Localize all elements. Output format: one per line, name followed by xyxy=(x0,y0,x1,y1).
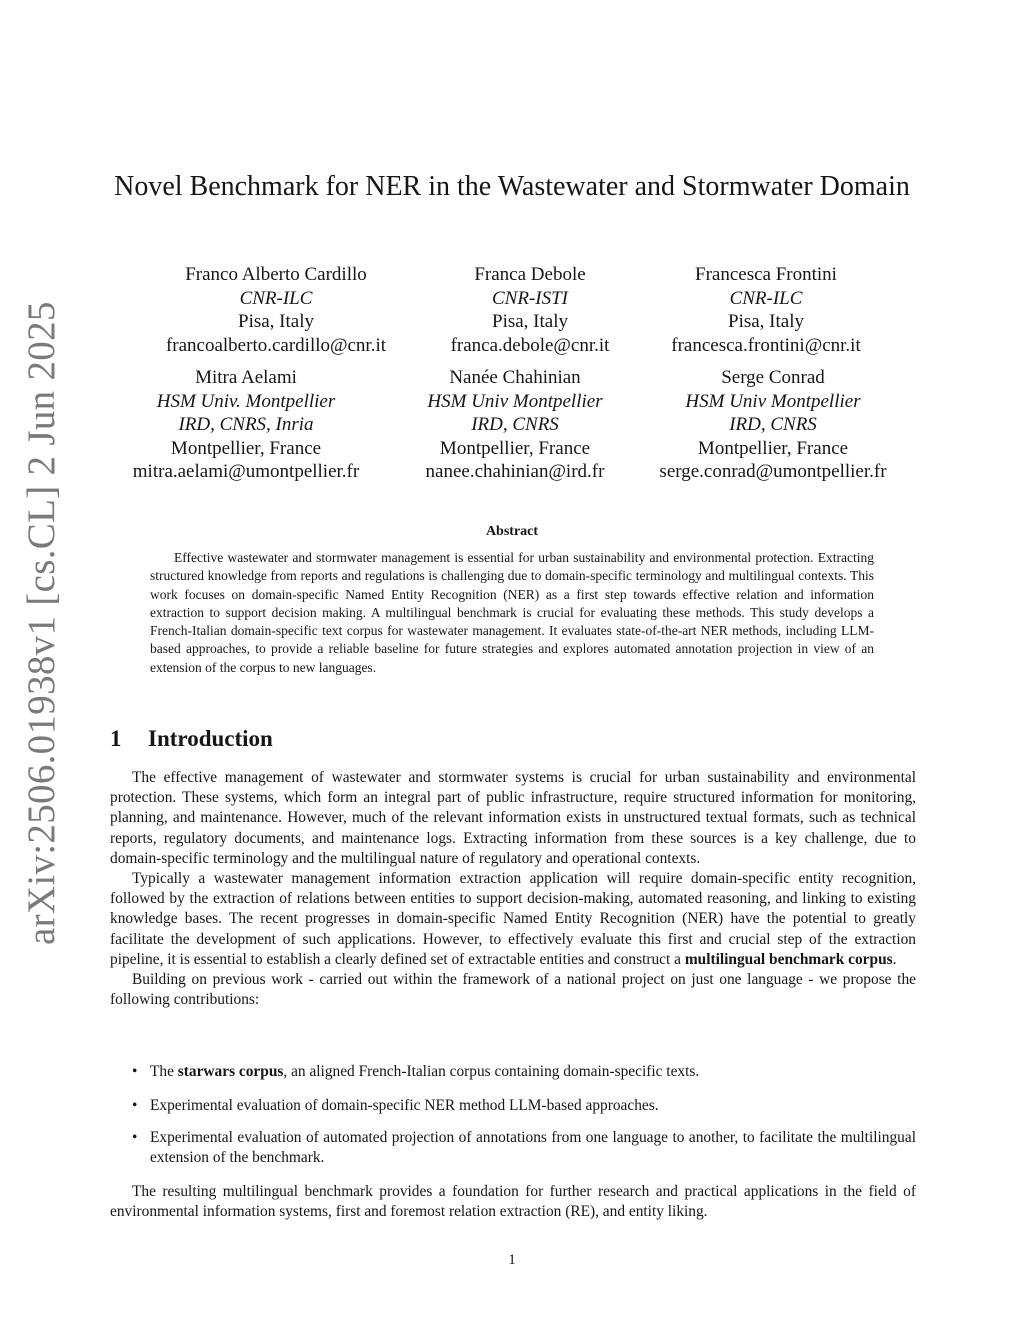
author-affiliation: HSM Univ. Montpellier xyxy=(156,390,336,412)
author-email[interactable]: francoalberto.cardillo@cnr.it xyxy=(165,334,387,356)
paragraph-text: Typically a wastewater management information extraction application will require domain-specific entity recognition, followed by the extraction of relations between entities to support decision-making, automated reasoning, and linking to existing knowledge bases. The recent progresses in domain-specific Named Entity Recognition (NER) have the potential to greatly facilitate the development of such applications. However, to effectively evaluate this first and crucial step of the extraction pipeline, it is essential to establish a clearly defined set of extractable entities and construct a xyxy=(110,870,916,968)
emphasis: starwars corpus xyxy=(177,1063,284,1080)
list-item-text: Experimental evaluation of automated projection of annotations from one language to another, to facilitate the multilingual extension of the benchmark. xyxy=(150,1129,916,1167)
author-location: Montpellier, France xyxy=(170,437,322,459)
author-name: Serge Conrad xyxy=(721,367,825,388)
author-name: Francesca Frontini xyxy=(695,264,837,285)
author-email[interactable]: nanee.chahinian@ird.fr xyxy=(425,461,605,482)
author-block xyxy=(652,263,880,357)
list-item xyxy=(110,1096,916,1116)
author-location: Montpellier, France xyxy=(439,437,591,459)
author-affiliation: IRD, CNRS xyxy=(471,414,559,435)
author-affiliation: HSM Univ Montpellier xyxy=(427,390,603,412)
contributions-list xyxy=(110,1062,916,1082)
bullet-icon: • xyxy=(132,1097,138,1114)
author-location: Pisa, Italy xyxy=(238,311,314,332)
author-name: Mitra Aelami xyxy=(195,367,297,388)
author-affiliation: CNR-ILC xyxy=(729,287,803,309)
contributions-list xyxy=(110,1096,916,1116)
page-number: 1 xyxy=(508,1252,516,1268)
author-affiliation: HSM Univ Montpellier xyxy=(685,390,861,412)
author-email[interactable]: franca.debole@cnr.it xyxy=(450,334,610,356)
author-location: Pisa, Italy xyxy=(492,311,568,332)
abstract-text: Effective wastewater and stormwater management is essential for urban sustainability and environmental protection. Extracting structured knowledge from reports and regulations is challenging due to domain-specific terminology and multilingual contexts. This work focuses on domain-specific Named Entity Recognition (NER) as a first step towards effective relation and information extraction to support decision making. A multilingual benchmark is crucial for evaluating these methods. This study develops a French-Italian domain-specific text corpus for wastewater management. It evaluates state-of-the-art NER methods, including LLM-based approaches, to provide a reliable baseline for future strategies and explores automated annotation projection in view of an extension of the corpus to new languages. xyxy=(150,550,874,675)
emphasis: multilingual benchmark corpus xyxy=(684,950,893,968)
author-block xyxy=(112,366,380,484)
author-affiliation: IRD, CNRS xyxy=(729,414,817,435)
author-affiliation: IRD, CNRS, Inria xyxy=(178,414,314,435)
section-heading xyxy=(110,726,273,752)
list-item xyxy=(110,1062,916,1082)
author-email[interactable]: serge.conrad@umontpellier.fr xyxy=(659,461,887,482)
arxiv-identifier[interactable]: arXiv:2506.01938v1 [cs.CL] 2 Jun 2025 xyxy=(20,301,63,945)
author-name: Nanée Chahinian xyxy=(449,367,581,388)
contributions-list xyxy=(110,1128,916,1168)
author-email[interactable]: francesca.frontini@cnr.it xyxy=(671,334,861,356)
section-number: 1 xyxy=(110,726,122,751)
section-body xyxy=(110,1182,916,1222)
section-title: Introduction xyxy=(148,726,273,751)
list-item-text: , an aligned French-Italian corpus containing domain-specific texts. xyxy=(283,1063,700,1080)
author-name: Franca Debole xyxy=(474,264,586,285)
author-block xyxy=(405,366,625,484)
bullet-icon: • xyxy=(132,1129,138,1146)
paragraph-end: . xyxy=(892,950,897,968)
author-location: Pisa, Italy xyxy=(728,311,804,332)
paragraph xyxy=(110,869,916,970)
bullet-icon: • xyxy=(132,1063,138,1080)
paragraph: Building on previous work - carried out within the framework of a national project on just one language - we propose the following contributions: xyxy=(110,971,916,1009)
author-name: Franco Alberto Cardillo xyxy=(185,264,367,285)
author-block xyxy=(420,263,640,357)
section-body xyxy=(110,768,916,1010)
paragraph: The resulting multilingual benchmark provides a foundation for further research and practical applications in the field of environmental information systems, first and foremost relation extraction (RE), and entity liking. xyxy=(110,1183,916,1221)
paper-title: Novel Benchmark for NER in the Wastewater and Stormwater Domain xyxy=(114,171,910,202)
author-affiliation: CNR-ISTI xyxy=(492,287,568,309)
list-item xyxy=(110,1128,916,1168)
abstract-heading: Abstract xyxy=(485,524,539,539)
author-affiliation: CNR-ILC xyxy=(239,287,313,309)
paragraph: The effective management of wastewater and stormwater systems is crucial for urban sustainability and environmental protection. These systems, which form an integral part of public infrastructure, require structured information for monitoring, planning, and maintenance. However, much of the relevant information exists in unstructured textual formats, such as technical reports, regulatory documents, and maintenance logs. Extracting information from these sources is a key challenge, due to domain-specific terminology and the multilingual nature of regulatory and operational contexts. xyxy=(110,769,916,867)
author-block xyxy=(148,263,404,357)
author-block xyxy=(646,366,900,484)
author-email[interactable]: mitra.aelami@umontpellier.fr xyxy=(132,461,360,482)
author-location: Montpellier, France xyxy=(697,437,849,459)
list-item-text: Experimental evaluation of domain-specific NER method LLM-based approaches. xyxy=(150,1097,659,1114)
list-item-text: The xyxy=(150,1063,178,1080)
